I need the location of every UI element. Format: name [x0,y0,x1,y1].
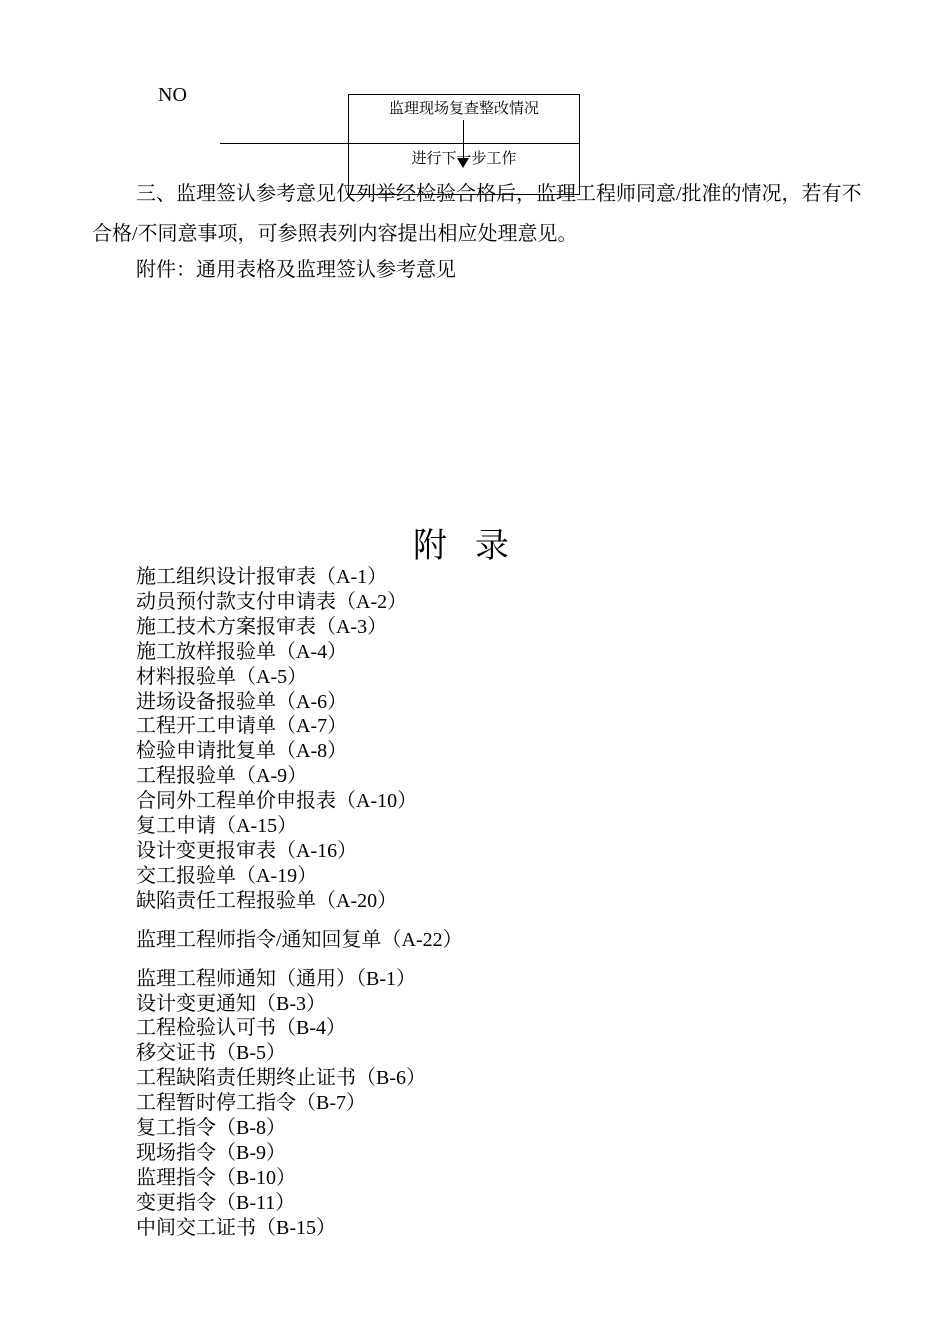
list-item: 检验申请批复单（A-8） [136,740,348,763]
appendix-list [136,565,463,1241]
list-item: 监理工程师指令/通知回复单（A-22） [136,928,463,951]
list-item: 工程报验单（A-9） [136,765,308,788]
list-item: 监理工程师通知（通用）（B-1） [136,967,416,990]
list-item: 设计变更报审表（A-16） [136,839,358,862]
list-item: 复工申请（A-15） [136,815,298,838]
list-item: 动员预付款支付申请表（A-2） [136,590,408,613]
list-item: 缺陷责任工程报验单（A-20） [136,889,398,912]
list-item: 监理指令（B-10） [136,1166,296,1189]
list-item: 合同外工程单价申报表（A-10） [136,790,418,813]
flow-box-site-review [348,94,580,144]
list-item: 施工技术方案报审表（A-3） [136,615,388,638]
section3-paragraph: 三、监理签认参考意见仅列举经检验合格后，监理工程师同意/批准的情况，若有不合格/不同意事项，可参照表列内容提出相应处理意见。 [92,183,862,245]
list-item: 施工组织设计报审表（A-1） [136,566,388,588]
list-item: 设计变更通知（B-3） [136,992,326,1015]
list-item: 工程开工申请单（A-7） [136,715,348,738]
list-item: 进场设备报验单（A-6） [136,690,348,713]
list-item: 工程检验认可书（B-4） [136,1017,346,1040]
flow-arrow-down-icon [457,158,469,168]
flow-box-site-review-label: 监理现场复查整改情况 [388,101,539,117]
list-item: 材料报验单（A-5） [136,665,308,688]
flow-box-next-step-label: 进行下一步工作 [411,151,517,167]
attachment-line: 附件：通用表格及监理签认参考意见 [136,259,456,281]
list-item: 移交证书（B-5） [136,1042,286,1065]
flow-no-label: NO [158,84,187,106]
list-item: 中间交工证书（B-15） [136,1216,336,1239]
list-item: 交工报验单（A-19） [136,864,318,887]
list-item: 变更指令（B-11） [136,1191,296,1214]
flow-arrow-line [463,120,464,160]
appendix-title: 附录 [413,528,537,565]
list-item: 复工指令（B-8） [136,1117,286,1140]
list-item: 工程缺陷责任期终止证书（B-6） [136,1067,426,1090]
list-item: 工程暂时停工指令（B-7） [136,1092,366,1115]
list-item: 现场指令（B-9） [136,1141,286,1164]
list-item: 施工放样报验单（A-4） [136,640,348,663]
